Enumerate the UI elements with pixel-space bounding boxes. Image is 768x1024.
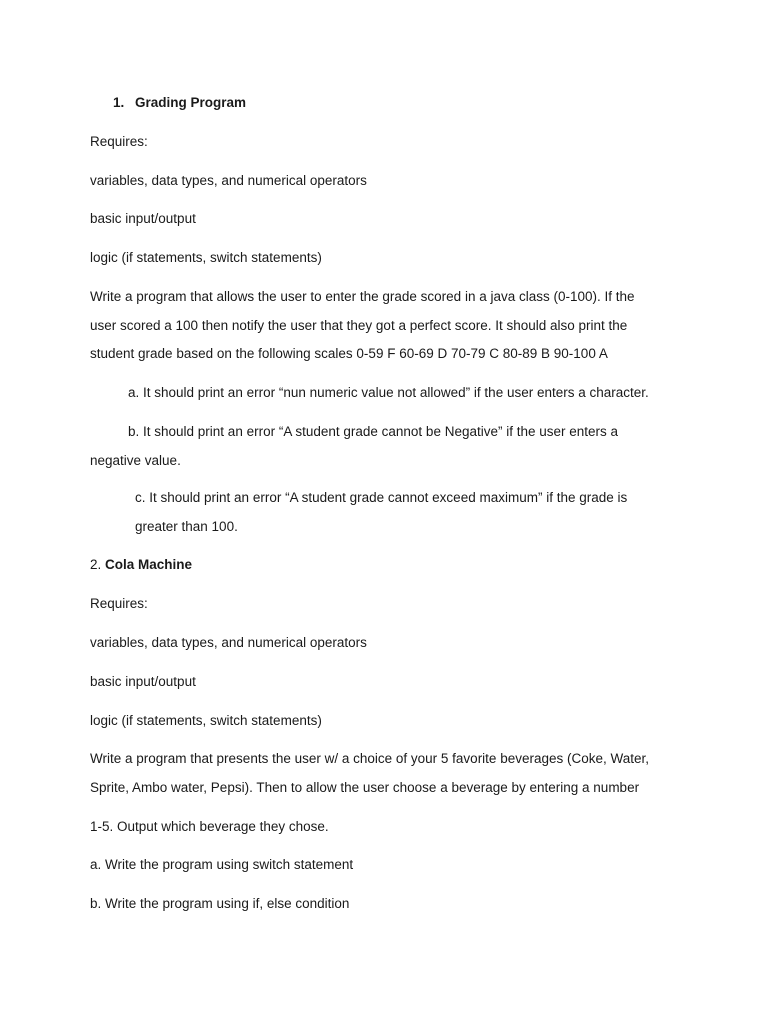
section-1-item-b-line-1: b. It should print an error “A student grade cannot be Negative” if the user enters a — [128, 424, 619, 439]
section-1-item-c-line-1: c. It should print an error “A student grade cannot exceed maximum” if the grade is — [135, 490, 628, 505]
section-2-description-line-3: 1-5. Output which beverage they chose. — [90, 819, 329, 834]
section-1-description-line-1: Write a program that allows the user to enter the grade scored in a java class (0-100). If the — [90, 289, 635, 304]
section-2-requirement-3: logic (if statements, switch statements) — [90, 713, 322, 728]
section-2-description-line-2: Sprite, Ambo water, Pepsi). Then to allow the user choose a beverage by entering a number — [90, 780, 640, 795]
section-1-title: Grading Program — [135, 95, 247, 110]
section-1-number: 1. — [113, 95, 125, 110]
section-1-requirement-3: logic (if statements, switch statements) — [90, 250, 322, 265]
section-1-item-c-line-2: greater than 100. — [135, 519, 238, 534]
section-2-number: 2. — [90, 557, 102, 572]
section-2-requirement-1: variables, data types, and numerical operators — [90, 635, 367, 650]
section-2-requirement-2: basic input/output — [90, 674, 196, 689]
section-1-requires-label: Requires: — [90, 134, 148, 149]
section-2-requires-label: Requires: — [90, 596, 148, 611]
section-2-description-line-1: Write a program that presents the user w/ a choice of your 5 favorite beverages (Coke, Water, — [90, 751, 650, 766]
section-2-item-a: a. Write the program using switch statement — [90, 857, 354, 872]
section-2-title: Cola Machine — [105, 557, 193, 572]
section-1-description-line-2: user scored a 100 then notify the user that they got a perfect score. It should also print the — [90, 318, 628, 333]
section-2-item-b: b. Write the program using if, else condition — [90, 896, 350, 911]
section-1-item-b-line-2: negative value. — [90, 453, 181, 468]
section-1-item-a: a. It should print an error “nun numeric value not allowed” if the user enters a character. — [128, 385, 649, 400]
section-1-requirement-2: basic input/output — [90, 211, 196, 226]
section-1-requirement-1: variables, data types, and numerical operators — [90, 173, 367, 188]
section-1-description-line-3: student grade based on the following scales 0-59 F 60-69 D 70-79 C 80-89 B 90-100 A — [90, 346, 608, 361]
